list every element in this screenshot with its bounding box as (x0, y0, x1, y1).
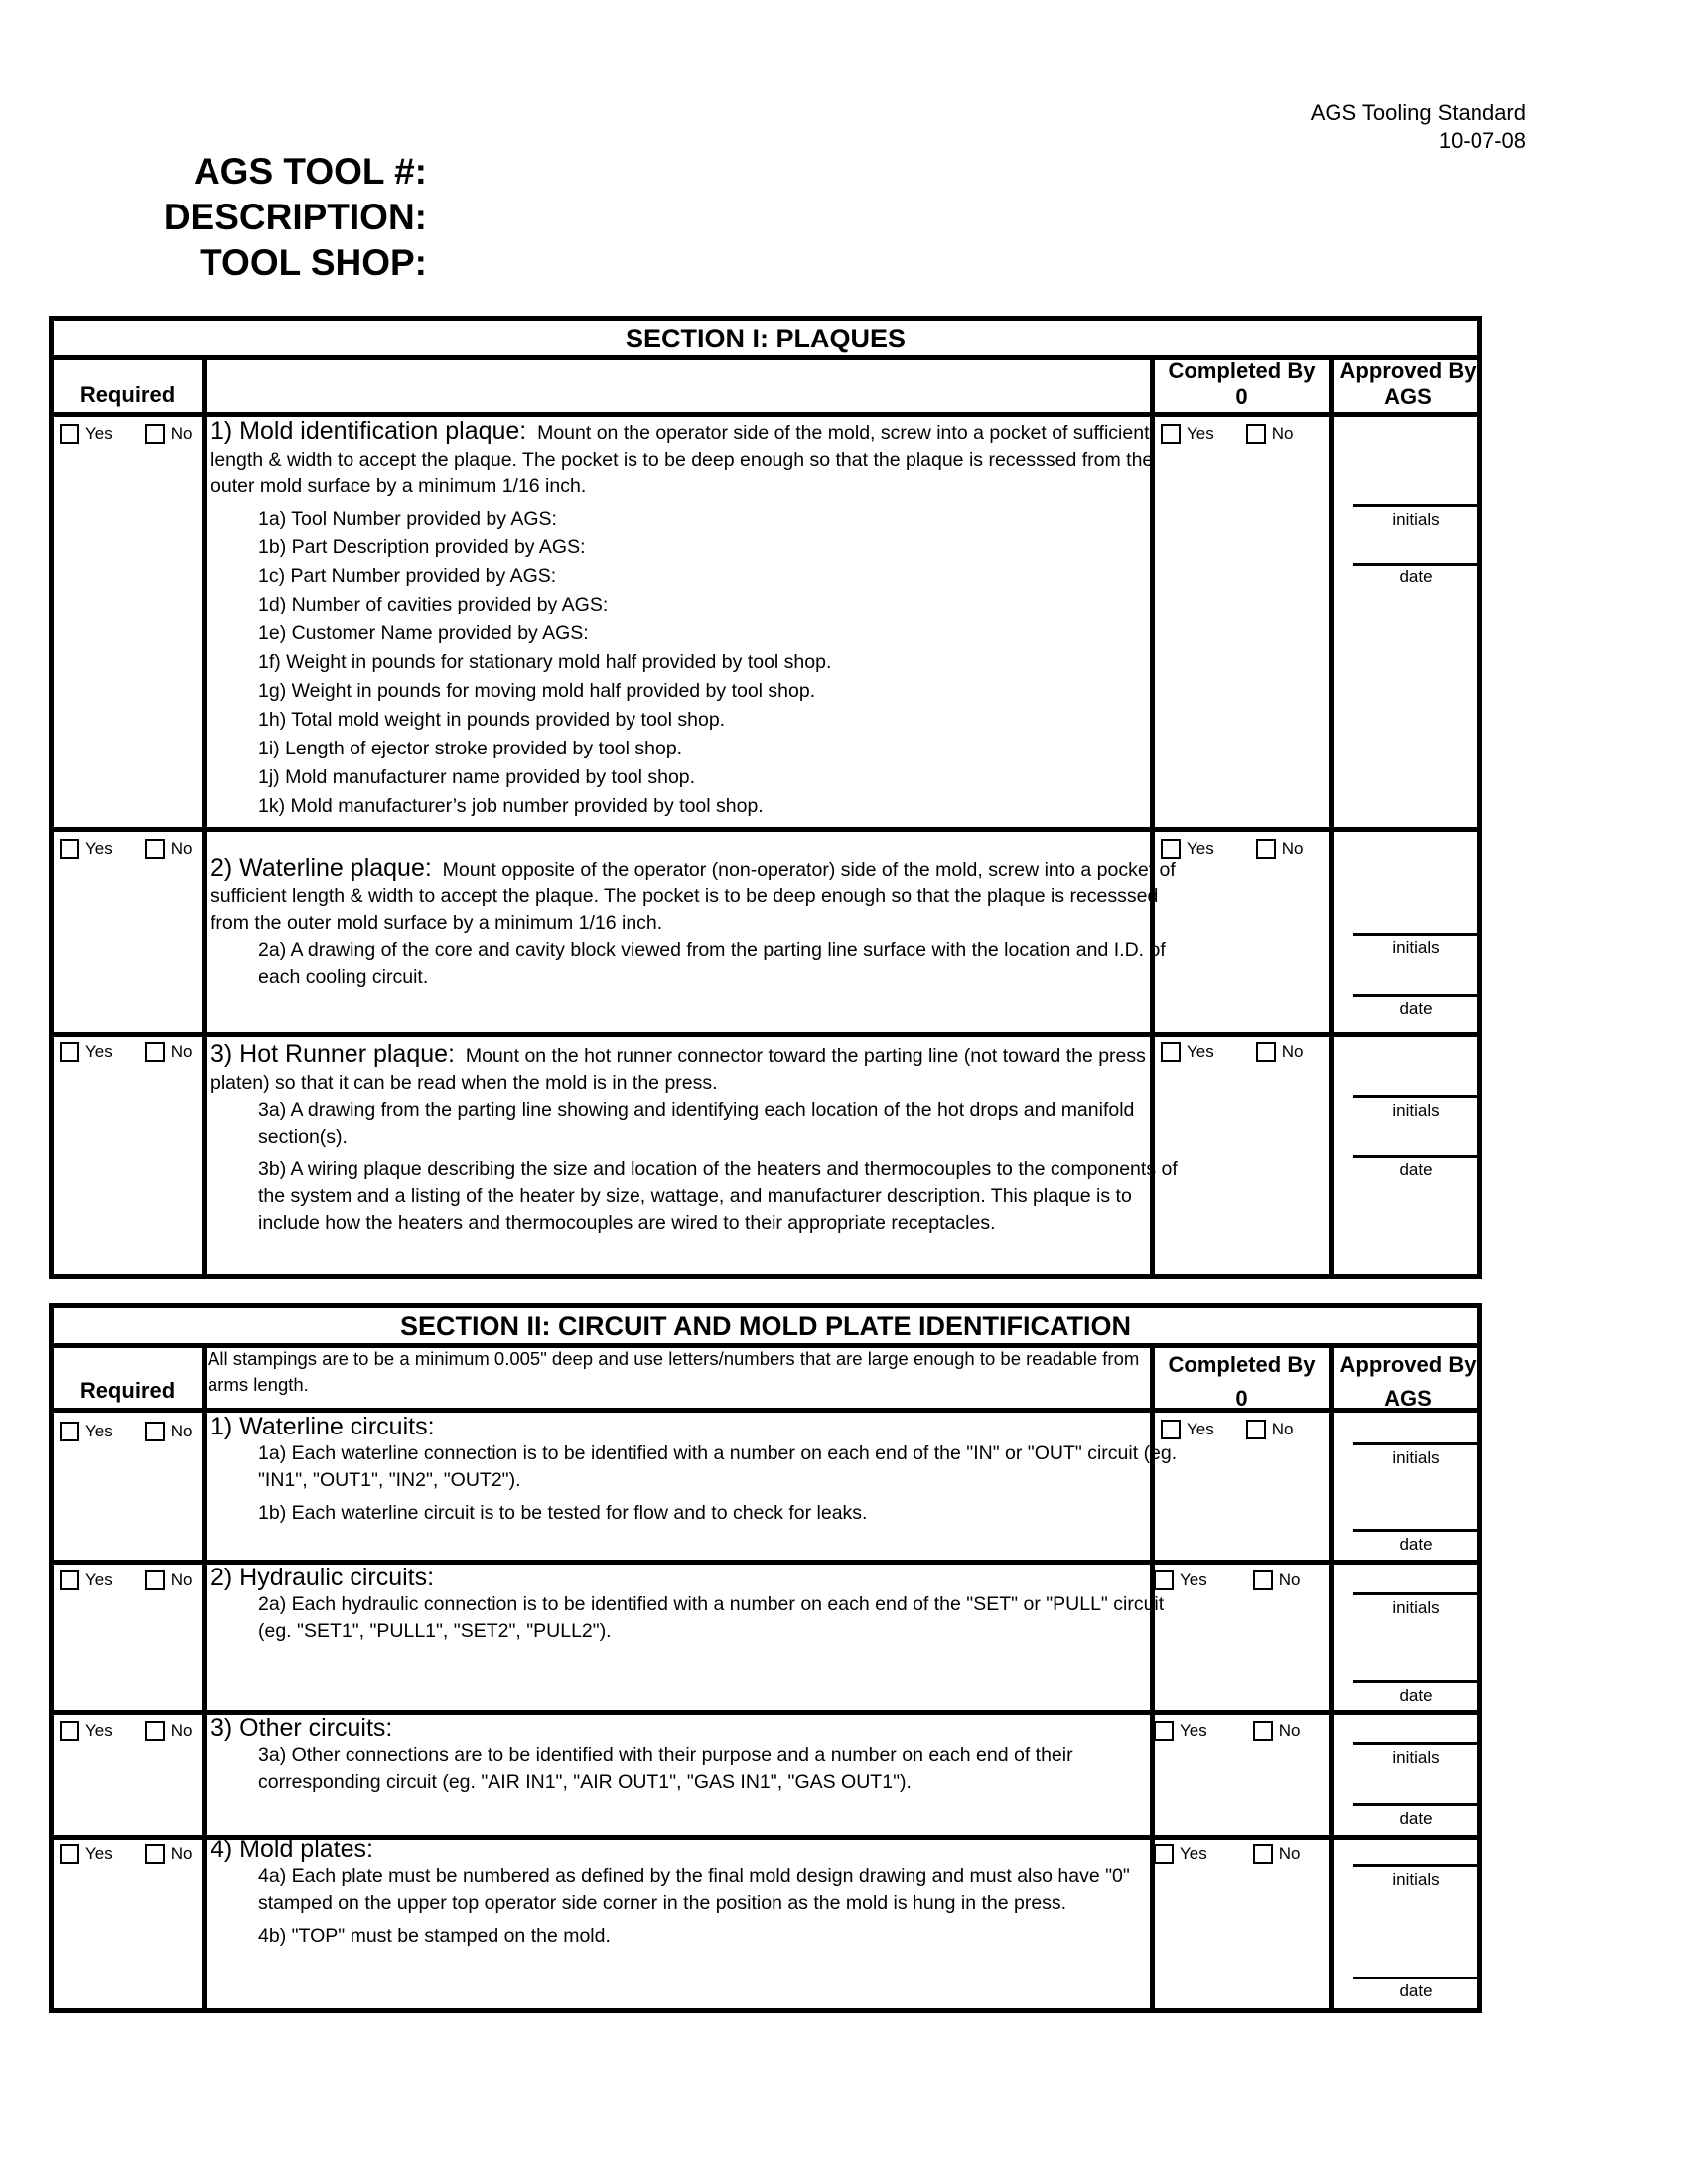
completed-yes-checkbox[interactable] (1161, 1042, 1181, 1062)
item-text: 3) Other circuits: 3a) Other connections are to be identified with their purpose and a number on each end of their corresponding circuit (eg. "AIR IN1", "AIR OUT1", "GAS IN1", "GAS OUT1"). (211, 1714, 1073, 1793)
approved-by-header: Approved By AGS (1339, 1352, 1477, 1411)
tool-number-label: AGS TOOL #: (193, 151, 427, 192)
required-checkboxes: Yes No (60, 1570, 192, 1590)
date-line[interactable] (1353, 994, 1478, 997)
required-checkboxes: Yes No (60, 1721, 192, 1741)
required-yes-checkbox[interactable] (60, 1570, 79, 1590)
stamping-intro: All stampings are to be a minimum 0.005" deep and use letters/numbers that are large enough to be readable from arms length. (208, 1348, 1140, 1395)
required-yes-checkbox[interactable] (60, 424, 79, 444)
required-no-checkbox[interactable] (145, 1570, 165, 1590)
date-label: date (1399, 1809, 1433, 1828)
item-text: 2) Waterline plaque: Mount opposite of the operator (non-operator) side of the mold, screw into a pocket of sufficient length & width to accept the plaque. The pocket is to be deep enough so that the plaque is recesssed from the outer mold surface by a minimum 1/16 inch. 2a) A drawing of the core and cavity block viewed from the parting line surface with the location and I.D. of each cooling circuit. (211, 854, 1176, 988)
completed-yes-checkbox[interactable] (1161, 1420, 1181, 1439)
completed-checkboxes: Yes No (1154, 1721, 1300, 1741)
completed-yes-checkbox[interactable] (1161, 839, 1181, 859)
completed-by-header: Completed By 0 (1168, 1352, 1316, 1411)
required-yes-checkbox[interactable] (60, 1042, 79, 1062)
initials-label: initials (1392, 1448, 1440, 1467)
initials-label: initials (1392, 1598, 1440, 1617)
required-no-checkbox[interactable] (145, 1042, 165, 1062)
completed-checkboxes: Yes No (1161, 839, 1303, 859)
section-1-title: SECTION I: PLAQUES (54, 321, 1477, 360)
item-text: 2) Hydraulic circuits: 2a) Each hydraulic connection is to be identified with a number on each end of the "SET" or "PULL" circuit (eg. "SET1", "PULL1", "SET2", "PULL2"). (211, 1564, 1165, 1642)
initials-line[interactable] (1353, 933, 1478, 936)
section-1-table (49, 316, 1482, 1279)
date-line[interactable] (1353, 1155, 1478, 1158)
initials-label: initials (1392, 938, 1440, 957)
completed-checkboxes: Yes No (1161, 1420, 1293, 1439)
required-header: Required (79, 382, 176, 407)
completed-no-checkbox[interactable] (1253, 1844, 1273, 1864)
description-label: DESCRIPTION: (163, 197, 427, 237)
required-yes-checkbox[interactable] (60, 1721, 79, 1741)
item-text: 1) Waterline circuits: 1a) Each waterline connection is to be identified with a number on each end of the "IN" or "OUT" circuit (eg. "IN1", "OUT1", "IN2", "OUT2"). 1b) Each waterline circuit is to be tested for flow and to check for leaks. (211, 1413, 1178, 1524)
initials-label: initials (1392, 1101, 1440, 1120)
section-2-table (49, 1303, 1482, 2013)
standard-name: AGS Tooling Standard (1310, 100, 1526, 125)
required-yes-checkbox[interactable] (60, 1422, 79, 1441)
date-label: date (1399, 567, 1433, 586)
required-checkboxes: Yes No (60, 839, 192, 859)
required-yes-checkbox[interactable] (60, 1844, 79, 1864)
initials-label: initials (1392, 510, 1440, 529)
completed-yes-checkbox[interactable] (1154, 1570, 1174, 1590)
initials-line[interactable] (1353, 1095, 1478, 1098)
completed-yes-checkbox[interactable] (1154, 1721, 1174, 1741)
completed-checkboxes: Yes No (1154, 1570, 1300, 1590)
completed-checkboxes: Yes No (1161, 424, 1293, 444)
required-yes-checkbox[interactable] (60, 839, 79, 859)
initials-label: initials (1392, 1870, 1440, 1889)
date-line[interactable] (1353, 563, 1478, 566)
required-no-checkbox[interactable] (145, 1844, 165, 1864)
required-checkboxes: Yes No (60, 1422, 192, 1441)
date-label: date (1399, 1160, 1433, 1179)
date-label: date (1399, 1981, 1433, 2000)
date-line[interactable] (1353, 1529, 1478, 1532)
completed-yes-checkbox[interactable] (1154, 1844, 1174, 1864)
date-line[interactable] (1353, 1977, 1478, 1979)
required-no-checkbox[interactable] (145, 424, 165, 444)
date-label: date (1399, 1686, 1433, 1705)
tool-shop-label: TOOL SHOP: (200, 242, 427, 283)
required-no-checkbox[interactable] (145, 1721, 165, 1741)
required-checkboxes: Yes No (60, 1844, 192, 1864)
document-standard-header (1311, 99, 1526, 155)
standard-date: 10-07-08 (1438, 128, 1526, 153)
date-line[interactable] (1353, 1803, 1478, 1806)
completed-by-header: Completed By 0 (1168, 358, 1316, 409)
required-checkboxes: Yes No (60, 1042, 192, 1062)
initials-line[interactable] (1353, 1742, 1478, 1745)
completed-no-checkbox[interactable] (1253, 1721, 1273, 1741)
completed-checkboxes: Yes No (1161, 1042, 1303, 1062)
completed-no-checkbox[interactable] (1256, 839, 1276, 859)
completed-no-checkbox[interactable] (1256, 1042, 1276, 1062)
item-text: 4) Mold plates: 4a) Each plate must be numbered as defined by the final mold design drawing and must also have "0" stamped on the upper top operator side corner in the position as the mold is hung in the press. 4b) "TOP" must be stamped on the mold. (211, 1836, 1130, 1947)
date-line[interactable] (1353, 1680, 1478, 1683)
completed-no-checkbox[interactable] (1253, 1570, 1273, 1590)
completed-no-checkbox[interactable] (1246, 1420, 1266, 1439)
item-text: 1) Mold identification plaque: Mount on the operator side of the mold, screw into a pocket of sufficient length & width to accept the plaque. The pocket is to be deep enough so that the plaque is recesssed from the outer mold surface by a minimum 1/16 inch. 1a) Tool Number provided by AGS: 1b) Part Description provided by AGS: 1c) Part Number provided by AGS: 1d) Number of cavities provided by AGS: 1e) Customer Name provided by AGS: 1f) Weight in pounds for stationary mold half provided by tool shop. 1g) Weight in pounds for moving mold half provided by tool shop. 1h) Total mold weight in pounds provided by tool shop. 1i) Length of ejector stroke provided by tool shop. 1j) Mold manufacturer name provided by tool shop. 1k) Mold manufacturer’s job number provided by tool shop. (211, 417, 1154, 817)
required-no-checkbox[interactable] (145, 1422, 165, 1441)
completed-checkboxes: Yes No (1154, 1844, 1300, 1864)
required-checkboxes: Yes No (60, 424, 192, 444)
required-header: Required (79, 1378, 176, 1403)
completed-yes-checkbox[interactable] (1161, 424, 1181, 444)
approved-by-header: Approved By AGS (1339, 358, 1477, 409)
item-text: 3) Hot Runner plaque: Mount on the hot runner connector toward the parting line (not toward the press platen) so that it can be read when the mold is in the press. 3a) A drawing from the parting line showing and identifying each location of the hot drops and manifold section(s). 3b) A wiring plaque describing the size and location of the heaters and thermocouples to the components of the system and a listing of the heater by size, wattage, and manufacturer description. This plaque is to include how the heaters and thermocouples are wired to their appropriate receptacles. (211, 1040, 1178, 1234)
date-label: date (1399, 999, 1433, 1018)
initials-line[interactable] (1353, 1864, 1478, 1867)
section-2-title: SECTION II: CIRCUIT AND MOLD PLATE IDENTIFICATION (54, 1308, 1477, 1348)
date-label: date (1399, 1535, 1433, 1554)
initials-line[interactable] (1353, 1592, 1478, 1595)
completed-no-checkbox[interactable] (1246, 424, 1266, 444)
initials-label: initials (1392, 1748, 1440, 1767)
initials-line[interactable] (1353, 504, 1478, 507)
required-no-checkbox[interactable] (145, 839, 165, 859)
initials-line[interactable] (1353, 1442, 1478, 1445)
